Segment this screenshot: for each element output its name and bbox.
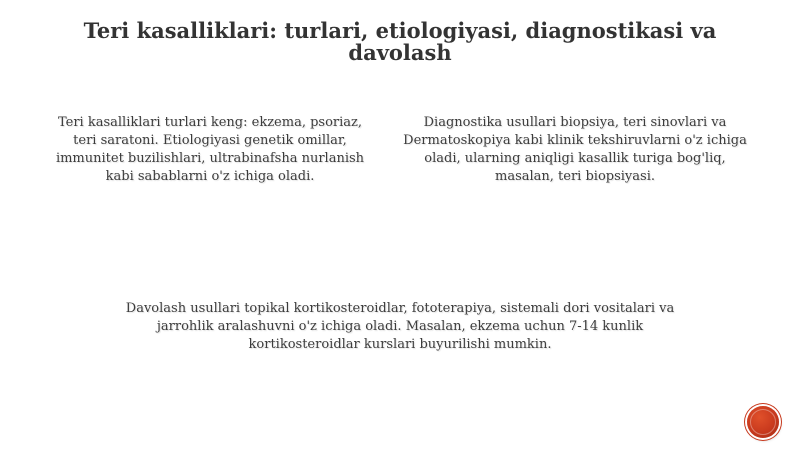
right-paragraph: Diagnostika usullari biopsiya, teri sinovlari va Dermatoskopiya kabi klinik tekshiruvlarni o'z ichiga oladi, ularning aniqligi kasallik turiga bog'liq, masalan, teri biopsiyasi. (403, 115, 747, 184)
left-paragraph: Teri kasalliklari turlari keng: ekzema, psoriaz, teri saratoni. Etiologiyasi genetik omillar, immunitet buzilishlari, ultrabinafsha nurlanish kabi sabablarni o'z ichiga oladi. (55, 115, 365, 184)
circle-nav-icon (750, 409, 776, 435)
bottom-paragraph: Davolash usullari topikal kortikosteroidlar, fototerapiya, sistemali dori vositalari va jarrohlik aralashuvni o'z ichiga oladi. Masalan, ekzema uchun 7-14 kunlik kortikosteroidlar kurslari buyurilishi mumkin. (125, 301, 675, 352)
next-slide-button[interactable] (747, 406, 779, 438)
slide-title: Teri kasalliklari: turlari, etiologiyasi, diagnostikasi va davolash (83, 18, 717, 65)
